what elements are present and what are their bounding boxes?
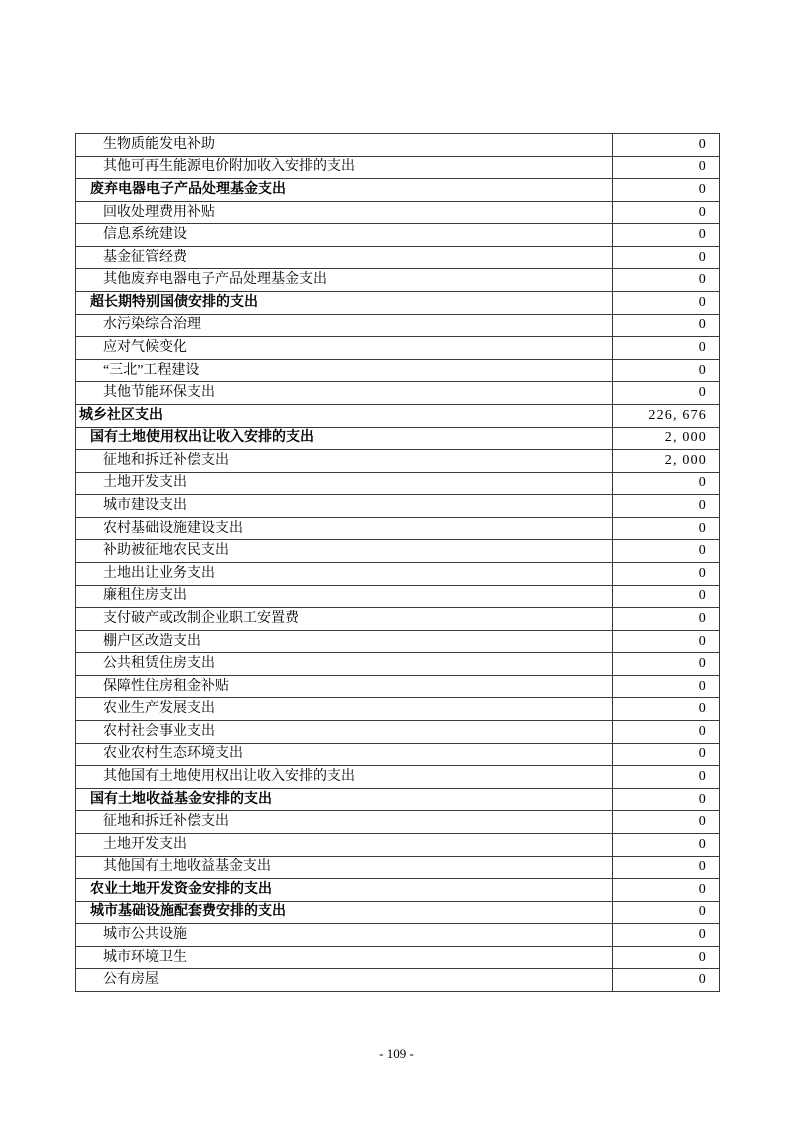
row-value: 0 [612, 247, 719, 269]
row-label: 土地出让业务支出 [103, 565, 215, 581]
row-label: 农业土地开发资金安排的支出 [90, 881, 272, 897]
table-row [76, 134, 719, 156]
row-value: 0 [612, 608, 719, 630]
row-label: 土地开发支出 [103, 475, 187, 491]
row-value: 0 [612, 360, 719, 382]
row-value: 0 [612, 315, 719, 337]
table-row [76, 856, 719, 879]
table-row [76, 630, 719, 653]
table-row [76, 156, 719, 179]
table-row [76, 201, 719, 224]
row-label: 土地开发支出 [103, 836, 187, 852]
row-label: 征地和拆迁补偿支出 [103, 452, 229, 468]
table-row [76, 607, 719, 630]
row-value: 0 [612, 586, 719, 608]
row-label: 其他国有土地使用权出让收入安排的支出 [103, 768, 355, 784]
row-label: 征地和拆迁补偿支出 [103, 814, 229, 830]
row-label: 其他废弃电器电子产品处理基金支出 [103, 272, 327, 288]
row-value: 0 [612, 947, 719, 969]
row-value: 0 [612, 134, 719, 156]
table-row [76, 314, 719, 337]
row-value: 0 [612, 382, 719, 404]
table-row [76, 788, 719, 811]
row-label: 国有土地使用权出让收入安排的支出 [90, 430, 314, 446]
row-label: 基金征管经费 [103, 249, 187, 265]
table-row [76, 652, 719, 675]
row-label: 棚户区改造支出 [103, 633, 201, 649]
row-label: 信息系统建设 [103, 227, 187, 243]
row-value: 0 [612, 811, 719, 833]
row-label: 廉租住房支出 [103, 588, 187, 604]
row-value: 2, 000 [612, 428, 719, 450]
table-row [76, 427, 719, 450]
row-value: 0 [612, 744, 719, 766]
table-row [76, 765, 719, 788]
row-label: 其他可再生能源电价附加收入安排的支出 [103, 159, 355, 175]
row-value: 0 [612, 473, 719, 495]
row-label: 其他国有土地收益基金支出 [103, 859, 271, 875]
page-number: - 109 - [379, 1046, 414, 1061]
row-value: 0 [612, 540, 719, 562]
row-label: 农业农村生态环境支出 [103, 746, 243, 762]
row-value: 0 [612, 495, 719, 517]
table-row [76, 517, 719, 540]
table-row [76, 268, 719, 291]
table-row [76, 923, 719, 946]
table-row [76, 381, 719, 404]
table-row [76, 810, 719, 833]
row-label: 城市基础设施配套费安排的支出 [90, 904, 286, 920]
row-value: 0 [612, 563, 719, 585]
table-row [76, 472, 719, 495]
row-value: 0 [612, 969, 719, 991]
table-row [76, 336, 719, 359]
row-value: 0 [612, 337, 719, 359]
row-value: 0 [612, 631, 719, 653]
table-row [76, 585, 719, 608]
row-label: 保障性住房租金补贴 [103, 678, 229, 694]
row-value: 0 [612, 834, 719, 856]
table-row [76, 562, 719, 585]
row-value: 2, 000 [612, 450, 719, 472]
row-label: 补助被征地农民支出 [103, 543, 229, 559]
row-value: 0 [612, 157, 719, 179]
row-value: 0 [612, 224, 719, 246]
table-row [76, 449, 719, 472]
table-row [76, 404, 719, 427]
row-label: 超长期特别国债安排的支出 [90, 294, 258, 310]
row-value: 0 [612, 698, 719, 720]
table-row [76, 494, 719, 517]
table-row [76, 539, 719, 562]
row-value: 0 [612, 269, 719, 291]
table-row [76, 901, 719, 924]
table-row [76, 833, 719, 856]
row-label: 公共租赁住房支出 [103, 656, 215, 672]
row-label: 农业生产发展支出 [103, 701, 215, 717]
row-value: 0 [612, 857, 719, 879]
row-label: 国有土地收益基金安排的支出 [90, 791, 272, 807]
row-value: 0 [612, 292, 719, 314]
row-value: 0 [612, 879, 719, 901]
row-value: 0 [612, 202, 719, 224]
row-value: 0 [612, 676, 719, 698]
row-value: 0 [612, 789, 719, 811]
table-row [76, 223, 719, 246]
row-label: 回收处理费用补贴 [103, 204, 215, 220]
row-label: 废弃电器电子产品处理基金支出 [90, 181, 286, 197]
row-value: 0 [612, 653, 719, 675]
table-row [76, 968, 719, 991]
row-label: 农村基础设施建设支出 [103, 520, 243, 536]
table-row [76, 946, 719, 969]
table-row [76, 697, 719, 720]
row-label: 城市公共设施 [103, 927, 187, 943]
row-label: 农村社会事业支出 [103, 723, 215, 739]
table-row [76, 743, 719, 766]
row-value: 0 [612, 721, 719, 743]
row-label: 支付破产或改制企业职工安置费 [103, 610, 299, 626]
row-label: 城乡社区支出 [79, 407, 163, 423]
row-label: 其他节能环保支出 [103, 385, 215, 401]
table-row [76, 246, 719, 269]
row-value: 0 [612, 902, 719, 924]
table-row [76, 675, 719, 698]
row-value: 0 [612, 518, 719, 540]
table-row [76, 291, 719, 314]
row-label: 城市建设支出 [103, 498, 187, 514]
row-label: 城市环境卫生 [103, 949, 187, 965]
table-row [76, 878, 719, 901]
row-label: 生物质能发电补助 [103, 136, 215, 152]
row-label: 应对气候变化 [103, 339, 187, 355]
table-row [76, 359, 719, 382]
row-label: 水污染综合治理 [103, 317, 201, 333]
table-row [76, 178, 719, 201]
table-row [76, 720, 719, 743]
row-value: 0 [612, 766, 719, 788]
row-value: 226, 676 [612, 405, 719, 427]
row-value: 0 [612, 924, 719, 946]
row-label: “三北”工程建设 [103, 362, 200, 378]
row-label: 公有房屋 [103, 972, 159, 988]
budget-table [75, 133, 720, 992]
row-value: 0 [612, 179, 719, 201]
